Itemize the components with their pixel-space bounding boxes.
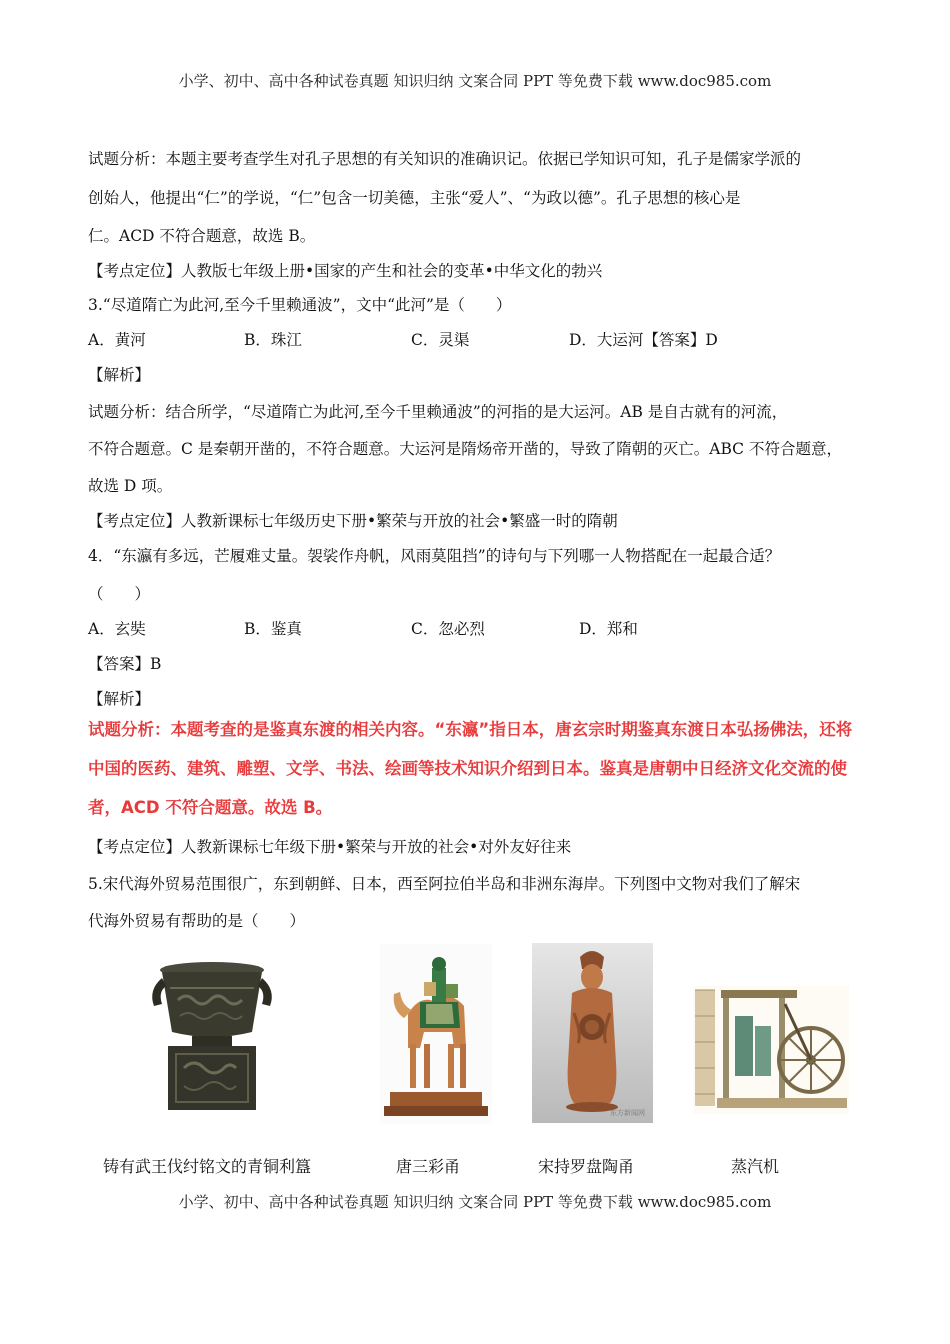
- q5-stem-line-2: 代海外贸易有帮助的是（ ）: [88, 912, 306, 930]
- q4-analysis-line-1: 试题分析：本题考查的是鉴真东渡的相关内容。“东瀛”指日本，唐玄宗时期鉴真东渡日本弘扬佛法，还将: [88, 720, 853, 739]
- q3-jiexi: 【解析】: [88, 366, 151, 384]
- q4-options: [88, 617, 788, 639]
- q4-stem-paren: （ ）: [88, 585, 151, 603]
- tang-sancai-camel-image: [380, 944, 492, 1124]
- q4-analysis-line-2: 中国的医药、建筑、雕塑、文学、书法、绘画等技术知识介绍到日本。鉴真是唐朝中日经济文化交流的使: [88, 759, 847, 778]
- q4-option-b: B．鉴真: [244, 620, 302, 638]
- q4-stem: 4．“东瀛有多远，芒履难丈量。袈裟作舟帆，风雨莫阻挡”的诗句与下列哪一人物搭配在一起最合适？: [88, 547, 781, 565]
- q5-stem-line-1: 5.宋代海外贸易范围很广，东到朝鲜、日本，西至阿拉伯半岛和非洲东海岸。下列图中文物对我们了解宋: [88, 875, 801, 893]
- figurine-watermark: 东方新闻网: [610, 1109, 645, 1117]
- q4-answer: 【答案】B: [88, 655, 162, 673]
- q3-option-b: B．珠江: [244, 331, 302, 349]
- q3-options: [88, 328, 788, 350]
- caption-tang-sancai: 唐三彩甬: [396, 1157, 461, 1176]
- bronze-gui-image: [148, 958, 276, 1116]
- q4-option-a: A．玄奘: [88, 620, 146, 638]
- q3-analysis-line-3: 故选 D 项。: [88, 477, 173, 495]
- q3-analysis-line-2: 不符合题意。C 是秦朝开凿的，不符合题意。大运河是隋炀帝开凿的，导致了隋朝的灭亡。ABC 不符合题意，: [88, 440, 842, 458]
- q3-analysis-line-1: 试题分析：结合所学，“尽道隋亡为此河,至今千里赖通波”的河指的是大运河。AB 是自古就有的河流，: [88, 403, 788, 421]
- steam-engine-image: [693, 986, 849, 1114]
- caption-song-figurine: 宋持罗盘陶甬: [538, 1157, 635, 1176]
- q2-analysis-line-3: 仁。ACD 不符合题意，故选 B。: [88, 227, 316, 245]
- q2-kaodian: 【考点定位】人教版七年级上册•国家的产生和社会的变革•中华文化的勃兴: [88, 262, 603, 280]
- q4-analysis-line-3: 者，ACD 不符合题意。故选 B。: [88, 798, 333, 817]
- q4-kaodian: 【考点定位】人教新课标七年级下册•繁荣与开放的社会•对外友好往来: [88, 838, 572, 856]
- q4-option-c: C．忽必烈: [411, 620, 485, 638]
- caption-bronze-gui: 铸有武王伐纣铭文的青铜利簋: [103, 1157, 312, 1176]
- q2-analysis-line-2: 创始人，他提出“仁”的学说，“仁”包含一切美德，主张“爱人”、“为政以德”。孔子思想的核心是: [88, 189, 741, 207]
- q3-stem: 3.“尽道隋亡为此河,至今千里赖通波”，文中“此河”是（ ）: [88, 296, 512, 314]
- q4-jiexi: 【解析】: [88, 690, 151, 708]
- q3-kaodian: 【考点定位】人教新课标七年级历史下册•繁荣与开放的社会•繁盛一时的隋朝: [88, 512, 618, 530]
- song-compass-figurine-image: [532, 943, 653, 1123]
- q3-option-c: C．灵渠: [411, 331, 470, 349]
- page-footer: 小学、初中、高中各种试卷真题 知识归纳 文案合同 PPT 等免费下载 www.doc985.com: [178, 1193, 772, 1211]
- q3-option-a: A．黄河: [88, 331, 146, 349]
- q2-analysis-line-1: 试题分析：本题主要考查学生对孔子思想的有关知识的准确识记。依据已学知识可知，孔子是儒家学派的: [88, 150, 802, 168]
- q4-option-d: D．郑和: [579, 620, 638, 638]
- q3-option-d-answer: D．大运河【答案】D: [569, 331, 718, 349]
- page-header: 小学、初中、高中各种试卷真题 知识归纳 文案合同 PPT 等免费下载 www.doc985.com: [178, 72, 772, 90]
- caption-steam-engine: 蒸汽机: [731, 1157, 780, 1176]
